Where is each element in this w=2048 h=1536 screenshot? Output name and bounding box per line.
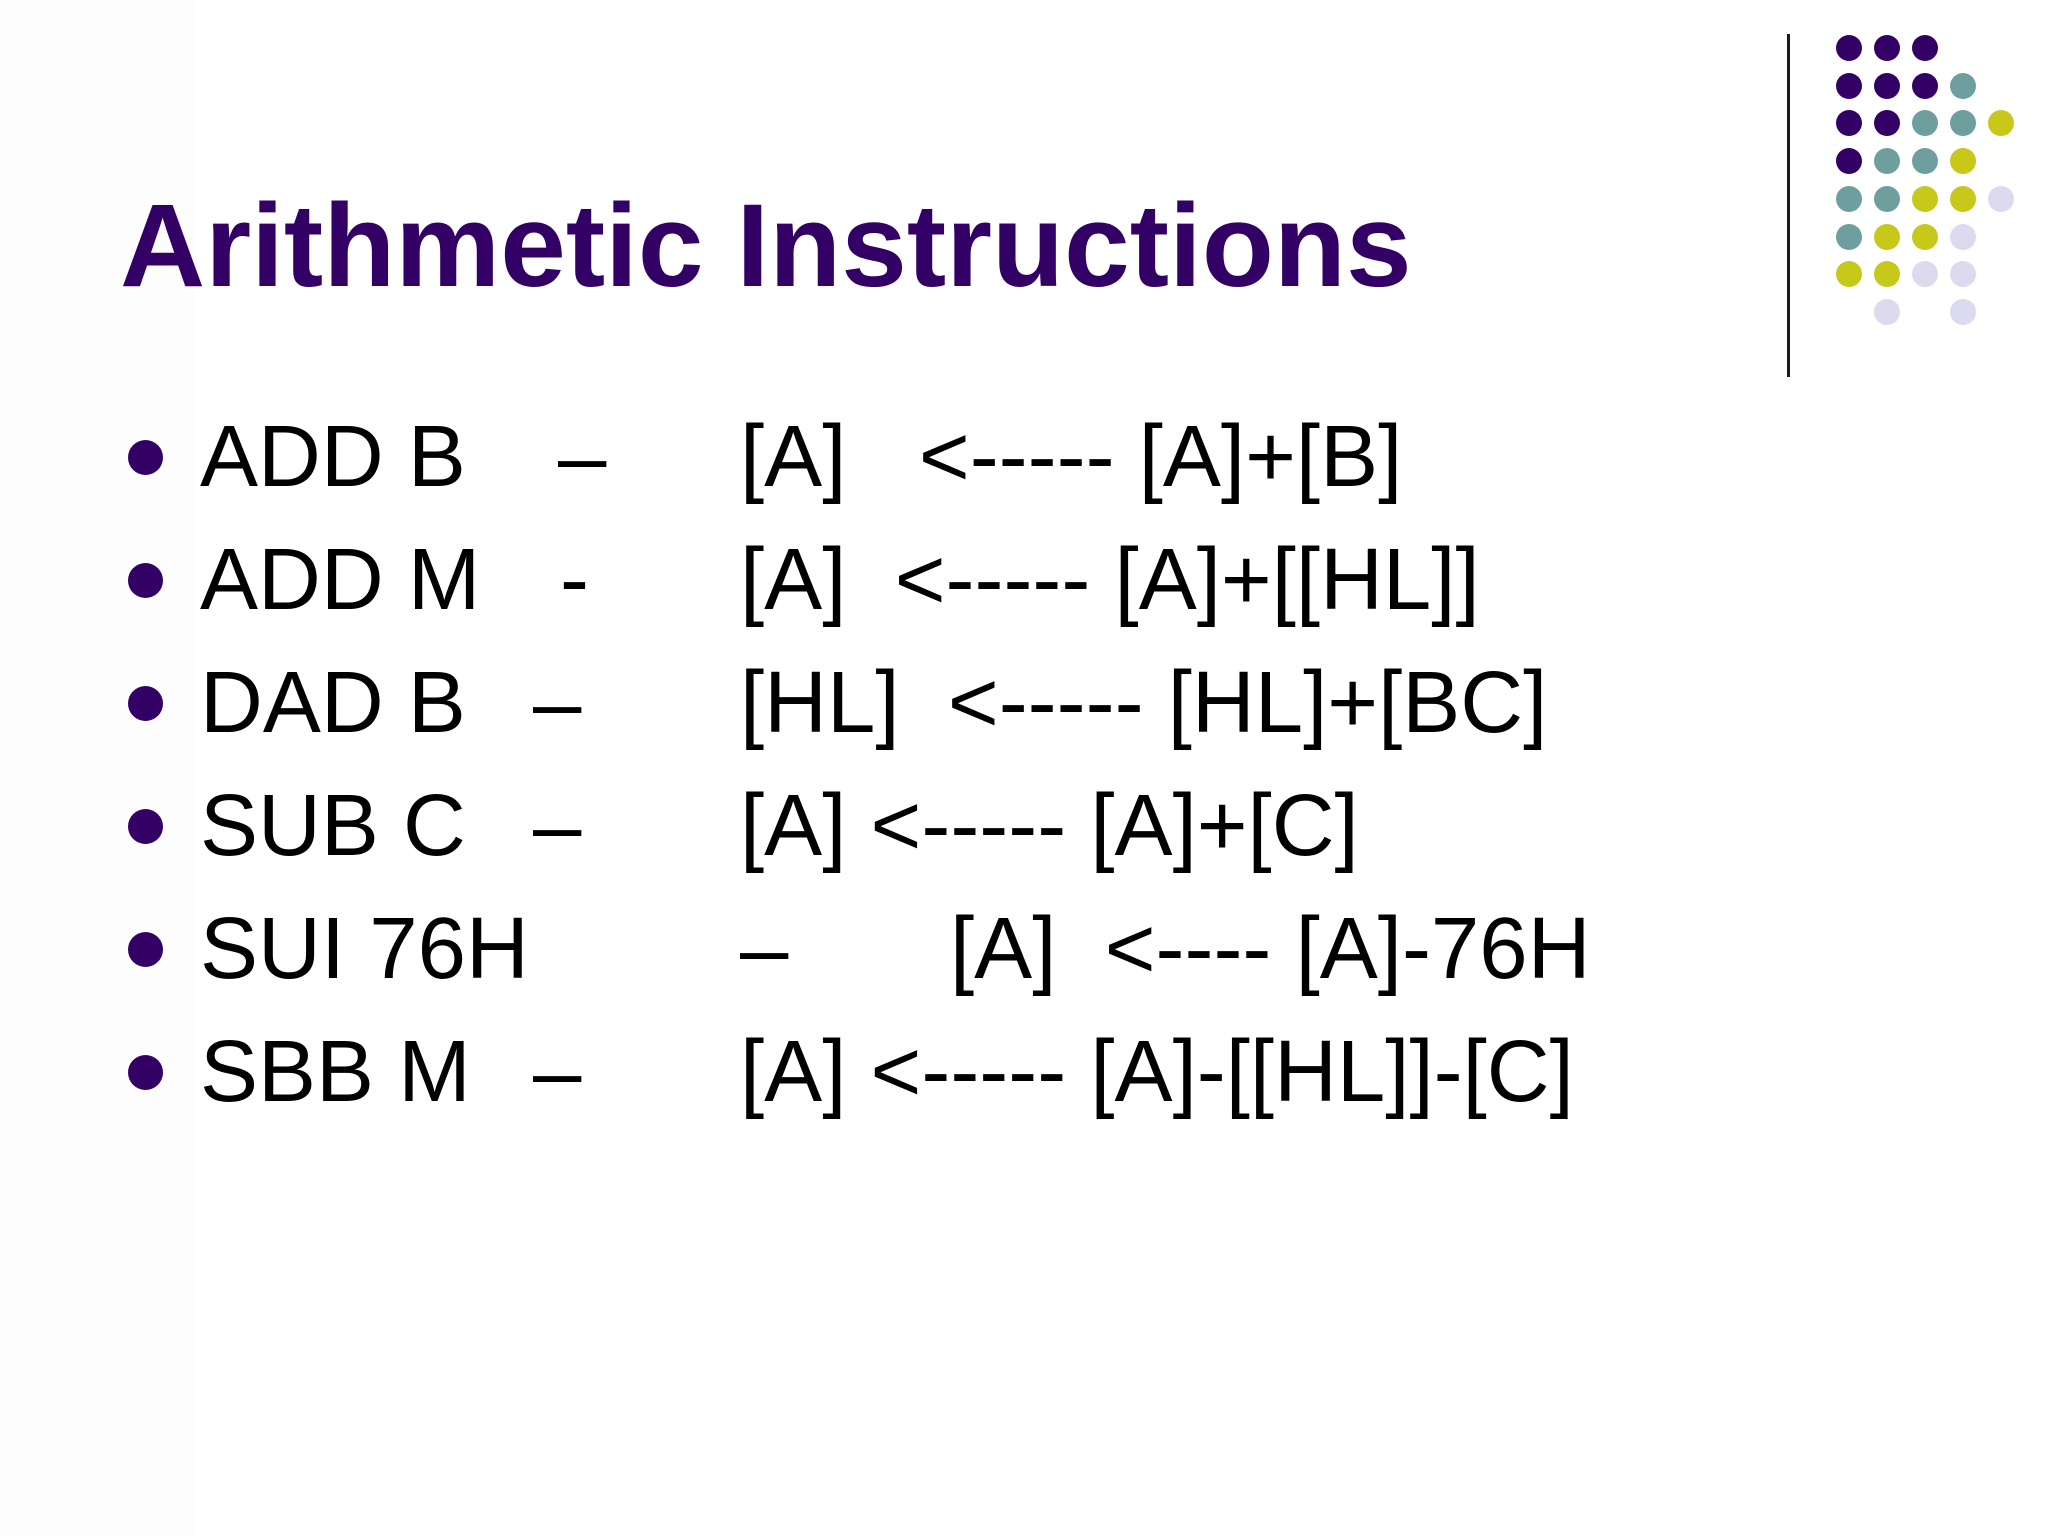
- separator-dash: –: [740, 900, 789, 997]
- instruction-operation: [HL] <----- [HL]+[BC]: [740, 654, 1548, 751]
- instruction-mnemonic: ADD M: [200, 531, 481, 628]
- separator-dash: -: [560, 531, 589, 628]
- bullet-icon: [128, 563, 163, 598]
- list-item: [0, 894, 2048, 1004]
- bullet-icon: [128, 809, 163, 844]
- instruction-mnemonic: ADD B: [200, 408, 466, 505]
- list-item: [0, 648, 2048, 758]
- instruction-mnemonic: SBB M: [200, 1023, 471, 1120]
- bullet-icon: [128, 932, 163, 967]
- bullet-icon: [128, 440, 163, 475]
- separator-dash: –: [533, 777, 582, 874]
- list-item: [0, 771, 2048, 881]
- separator-dash: –: [533, 1023, 582, 1120]
- separator-dash: –: [558, 408, 607, 505]
- instruction-mnemonic: SUI 76H: [200, 900, 529, 997]
- bullet-icon: [128, 686, 163, 721]
- bullet-icon: [128, 1055, 163, 1090]
- instruction-operation: [A] <----- [A]+[B]: [740, 408, 1403, 505]
- list-item: [0, 525, 2048, 635]
- instruction-mnemonic: SUB C: [200, 777, 466, 874]
- instruction-operation: [A] <----- [A]+[C]: [740, 777, 1359, 874]
- instruction-operation: [A] <---- [A]-76H: [950, 900, 1591, 997]
- instruction-mnemonic: DAD B: [200, 654, 466, 751]
- slide-title: Arithmetic Instructions: [120, 180, 1412, 312]
- instruction-operation: [A] <----- [A]+[[HL]]: [740, 531, 1480, 628]
- separator-dash: –: [533, 654, 582, 751]
- instruction-operation: [A] <----- [A]-[[HL]]-[C]: [740, 1023, 1574, 1120]
- list-item: [0, 402, 2048, 512]
- list-item: [0, 1017, 2048, 1127]
